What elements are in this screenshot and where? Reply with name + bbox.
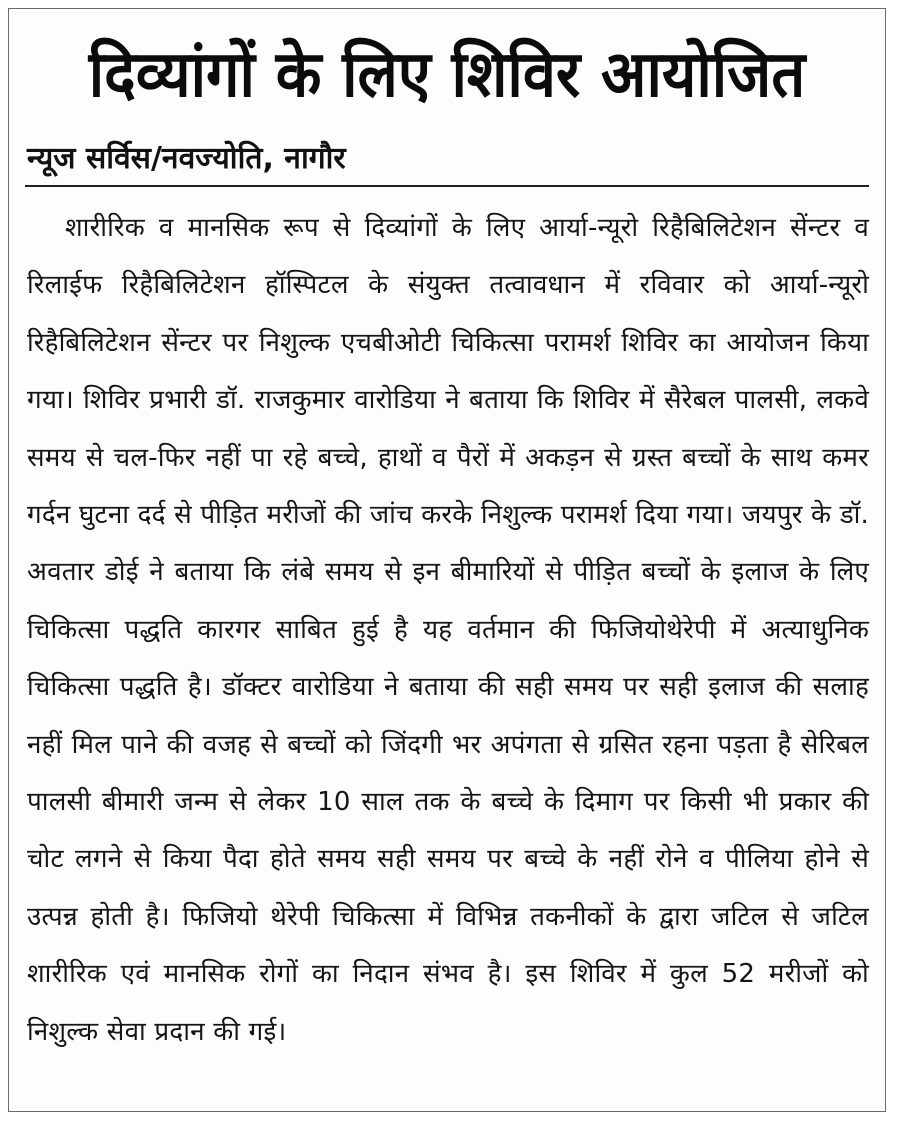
headline: दिव्यांगों के लिए शिविर आयोजित <box>88 38 806 112</box>
article-body: शारीरिक व मानसिक रूप से दिव्यांगों के लिए आर्या-न्यूरो रिहैबिलिटेशन सेंन्टर व रिलाईफ रिहैबिलिटेशन हॉस्पिटल के संयुक्त तत्वावधान में रविवार को आर्या-न्यूरो रिहैबिलिटेशन सेंन्टर पर निशुल्क एचबीओटी चिकित्सा परामर्श शिविर का आयोजन किया गया। शिविर प्रभारी डॉ. राजकुमार वारोडिया ने बताया कि शिविर में सैरेबल पालसी, लकवे समय से चल-फिर नहीं पा रहे बच्चे, हाथों व पैरों में अकड़न से ग्रस्त बच्चों के साथ कमर गर्दन घुटना दर्द से पीड़ित मरीजों की जांच करके निशुल्क परामर्श दिया गया। जयपुर के डॉ. अवतार डोई ने बताया कि लंबे समय से इन बीमारियों से पीड़ित बच्चों के इलाज के लिए चिकित्सा पद्धति कारगर साबित हुई है यह वर्तमान की फिजियोथेरेपी में अत्याधुनिक चिकित्सा पद्धति है। डॉक्टर वारोडिया ने बताया की सही समय पर सही इलाज की सलाह नहीं मिल पाने की वजह से बच्चों को जिंदगी भर अपंगता से ग्रसित रहना पड़ता है सेरिबल पालसी बीमारी जन्म से लेकर 10 साल तक के बच्चे के दिमाग पर किसी भी प्रकार की चोट लगने से किया पैदा होते समय सही समय पर बच्चे के नहीं रोने व पीलिया होने से उत्पन्न होती है। फिजियो थेरेपी चिकित्सा में विभिन्न तकनीकों के द्वारा जटिल से जटिल शारीरिक एवं मानसिक रोगों का निदान संभव है। इस शिविर में कुल 52 मरीजों को निशुल्क सेवा प्रदान की गई। <box>27 213 869 1047</box>
newspaper-clipping <box>8 8 886 1112</box>
byline: न्यूज सर्विस/नवज्योति, नागौर <box>27 141 346 176</box>
byline-divider <box>25 185 869 187</box>
